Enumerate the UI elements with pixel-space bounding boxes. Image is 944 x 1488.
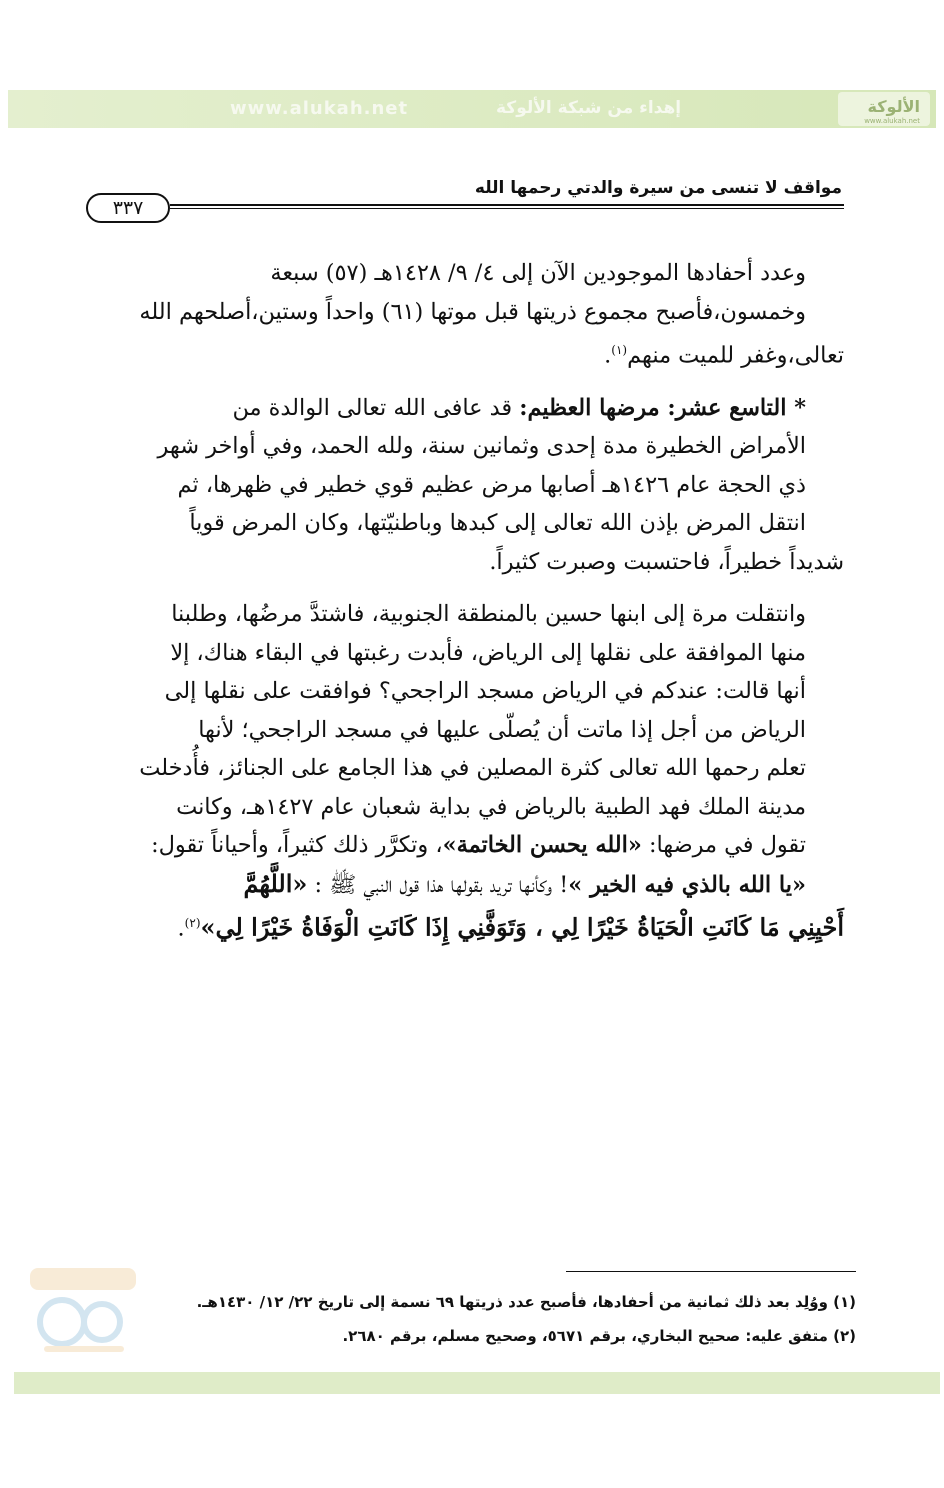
header-rule-thin [170,208,844,209]
main-text [80,254,844,948]
bottom-bar [14,1372,940,1394]
footnote-1: (١) ووُلِد بعد ذلك ثمانية من أحفادها، فأصبح عدد ذريتها ٦٩ نسمة إلى تاريخ ٢٢/ ١٢/ ١٤٣٠هـ. [196,1293,856,1311]
text-line: تعلم رحمها الله تعالى كثرة المصلين في هذا الجامع على الجنائز، فأُدخلت [139,755,806,782]
text-line: شديداً خطيراً، فاحتسبت وصبرت كثيراً. [489,548,844,575]
footnote-ref-2[interactable]: (٢) [184,916,201,931]
text-line: وعدد أحفادها الموجودين الآن إلى ٤/ ٩/ ١٤٢٨هـ (٥٧) سبعة [270,260,806,286]
text-part: ! وكأنها تريد بقولها هذا قول النبي ﷺ : [307,871,569,898]
logo-text: الألوكة [867,97,920,116]
paragraph-2 [80,389,844,582]
alukah-logo [838,92,930,126]
text-line: الأمراض الخطيرة مدة إحدى وثمانين سنة، ولله الحمد، وفي أواخر شهر [157,433,806,460]
footnote-ref-1[interactable]: (١) [611,343,628,357]
paragraph-1 [80,254,844,375]
text-end: . [177,915,185,942]
text-line: وخمسون،فأصبح مجموع ذريتها قبل موتها (٦١) واحداً وستين،أصلحهم الله [139,298,806,325]
gift-text: إهداء من شبكة الألوكة [496,98,682,118]
footnote-separator [566,1271,856,1272]
site-banner [8,90,936,128]
text-end: . [604,342,612,369]
text-line: انتقل المرض بإذن الله تعالى إلى كبدها وباطنيّتها، وكان المرض قوياً [189,510,806,537]
text-line: الرياض من أجل إذا ماتت أن يُصلّى عليها في مسجد الراجحي؛ لأنها [198,716,806,743]
text-part: ، وتكرَّر ذلك كثيراً، وأحياناً تقول: [151,832,443,859]
hadith-text: أَحْيِنِي مَا كَانَتِ الْحَيَاةُ خَيْرًا لِي ، وَتَوَفَّنِي إِذَا كَانَتِ الْوَفَاةُ خَيْرًا لِي» [200,912,844,942]
section-heading: * التاسع عشر: مرضها العظيم: [519,394,806,421]
footnotes [86,1285,856,1353]
text-line: وانتقلت مرة إلى ابنها حسين بالمنطقة الجنوبية، فاشتدَّ مرضُها، وطلبنا [171,601,806,628]
text-line: قد عافى الله تعالى الوالدة من [232,394,520,421]
text-line: منها الموافقة على نقلها إلى الرياض، فأبدت رغبتها في البقاء هناك، إلا [170,639,806,666]
site-url[interactable]: www.alukah.net [230,98,409,119]
paragraph-3 [80,595,844,948]
watermark-logo-icon [24,1264,142,1356]
quote-khair: «يا الله بالذي فيه الخير » [568,871,806,898]
running-title: مواقف لا تنسى من سيرة والدتي رحمها الله [474,178,842,198]
text-line: أنها قالت: عندكم في الرياض مسجد الراجحي؟ فوافقت على نقلها إلى [164,678,806,705]
quote-khatima: «الله يحسن الخاتمة» [442,832,642,859]
logo-small-url: www.alukah.net [864,117,920,125]
text-line: تعالى،وغفر للميت منهم [627,342,844,369]
text-line: مدينة الملك فهد الطبية بالرياض في بداية شعبان عام ١٤٢٧هـ، وكانت [176,793,806,820]
header-rule [170,204,844,206]
hadith-start: «اللَّهُمَّ [243,868,308,898]
footnote-2: (٢) متفق عليه: صحيح البخاري، برقم ٥٦٧١، وصحيح مسلم، برقم ٢٦٨٠. [342,1327,856,1345]
text-line: ذي الحجة عام ١٤٢٦هـ أصابها مرض عظيم قوي خطير في ظهرها، ثم [177,471,806,498]
page-number: ٣٣٧ [86,193,170,223]
text-part: تقول في مرضها: [641,832,806,859]
